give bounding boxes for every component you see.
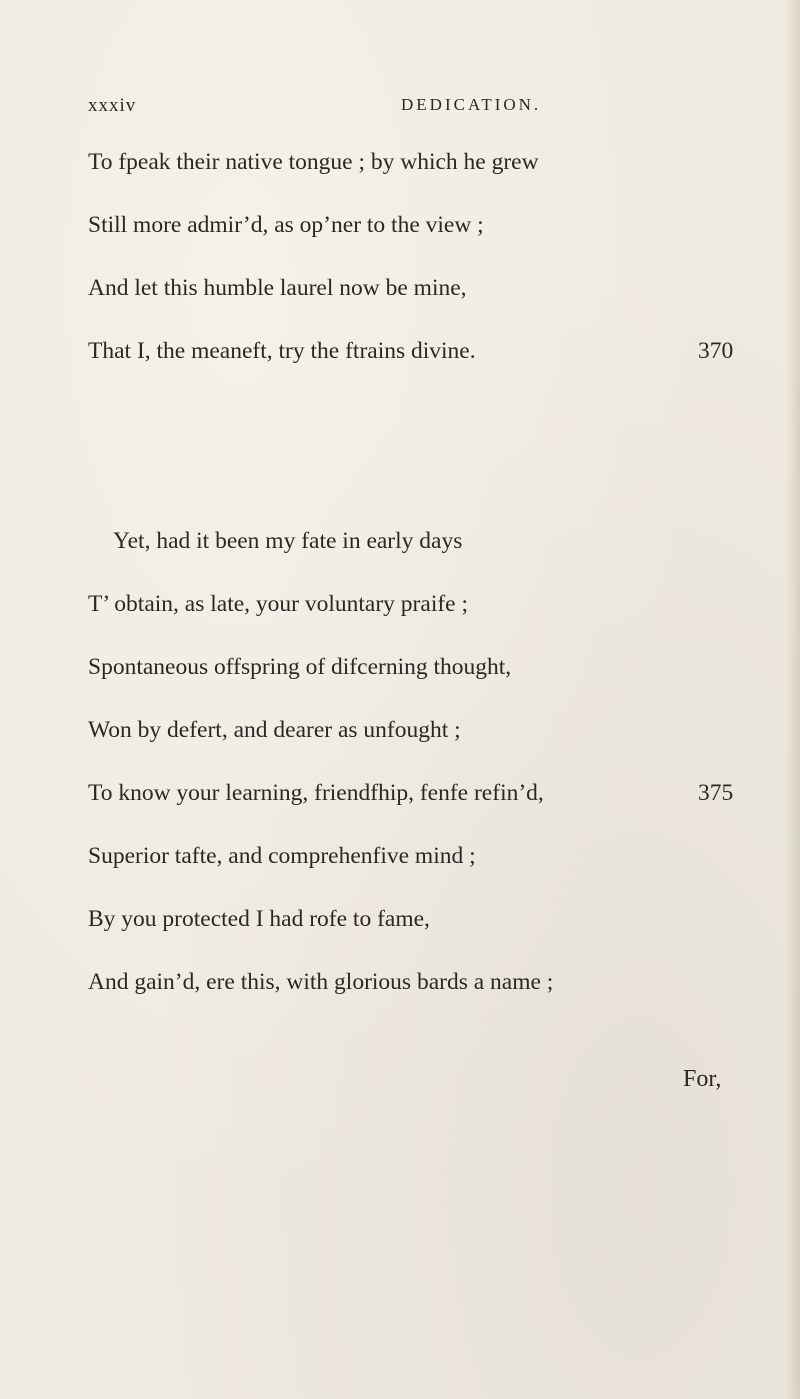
line-number: 375 xyxy=(698,780,734,806)
verse-line: Spontaneous offspring of difcerning thought, xyxy=(88,654,512,680)
verse-line: T’ obtain, as late, your voluntary praife ; xyxy=(88,591,469,617)
verse-line: By you protected I had rofe to fame, xyxy=(88,906,430,932)
running-head: DEDICATION. xyxy=(401,95,542,114)
page-number: xxxiv xyxy=(88,95,137,116)
verse-line: Won by defert, and dearer as unfought ; xyxy=(88,717,461,743)
verse-line: Yet, had it been my fate in early days xyxy=(113,528,463,554)
verse-line: And gain’d, ere this, with glorious bards a name ; xyxy=(88,969,554,995)
verse-line: To fpeak their native tongue ; by which he grew xyxy=(88,149,539,175)
verse-line: Still more admir’d, as op’ner to the view ; xyxy=(88,212,484,238)
page-edge-shadow xyxy=(786,0,800,1399)
verse-line: That I, the meaneft, try the ftrains divine. xyxy=(88,338,476,364)
verse-line: Superior tafte, and comprehenfive mind ; xyxy=(88,843,476,869)
page-header xyxy=(88,95,728,125)
verse-line: And let this humble laurel now be mine, xyxy=(88,275,467,301)
line-number: 370 xyxy=(698,338,734,364)
catchword: For, xyxy=(683,1066,722,1092)
verse-line: To know your learning, friendfhip, fenfe refin’d, xyxy=(88,780,544,806)
